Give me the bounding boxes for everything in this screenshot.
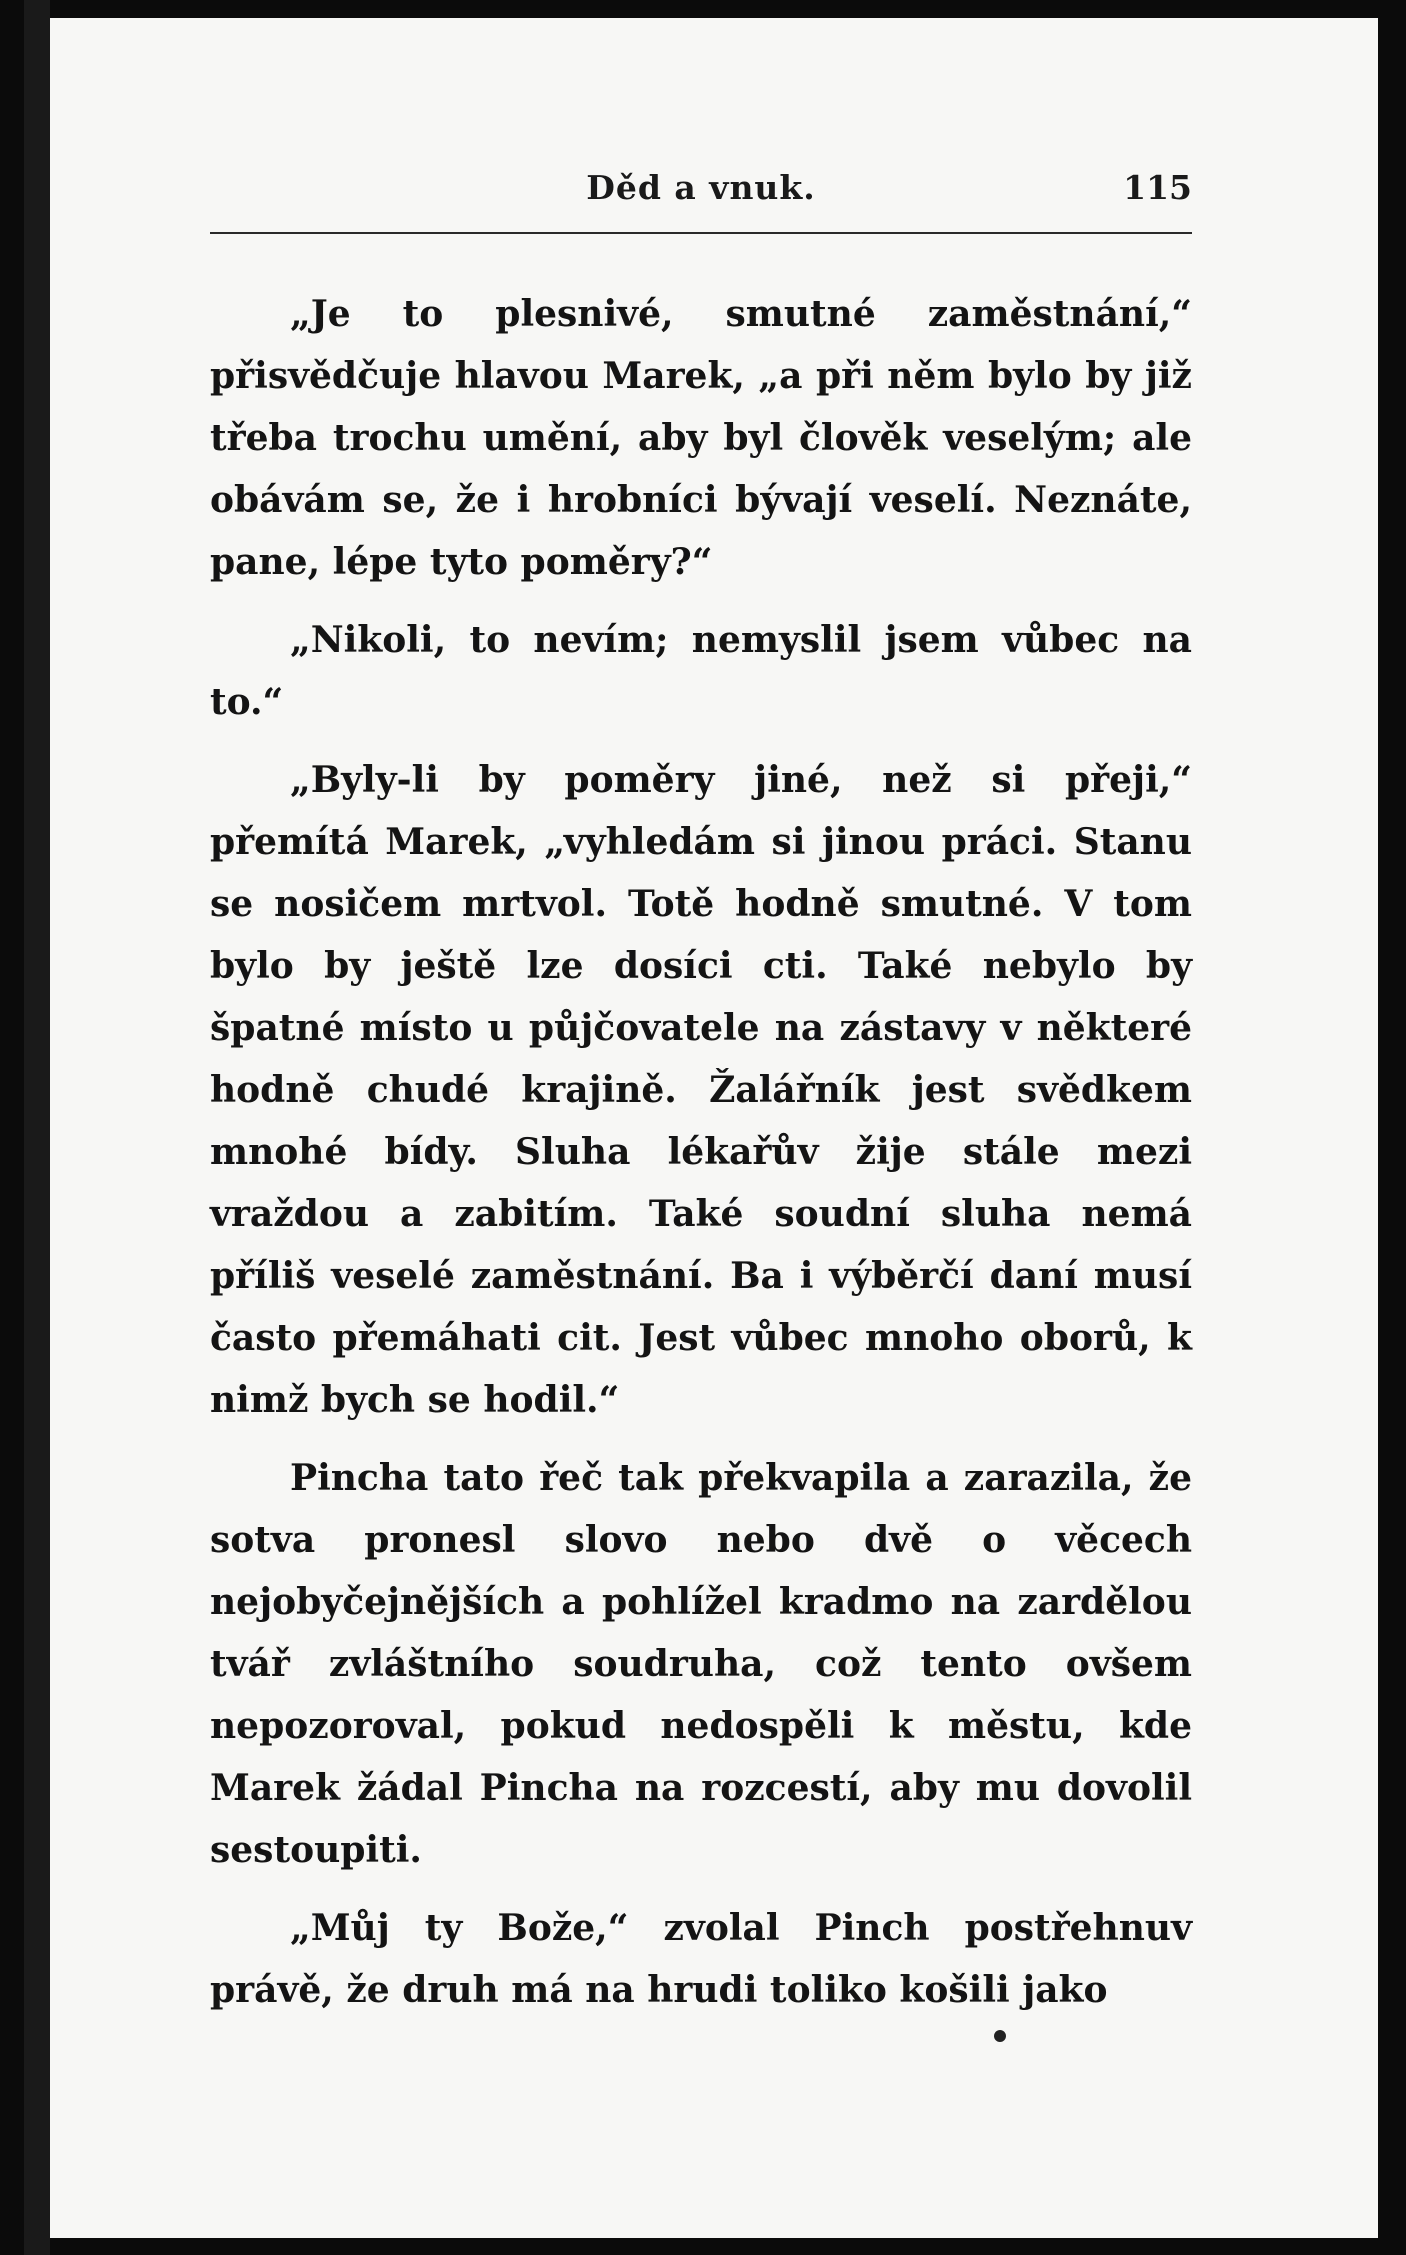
book-spine-edge [24,0,50,2255]
signature-mark [994,2030,1006,2042]
paragraph: „Můj ty Bože,“ zvolal Pinch postřehnuv právě, že druh má na hrudi toliko košili jako [210,1907,1192,2011]
paragraph: „Nikoli, to nevím; nemyslil jsem vůbec na to.“ [210,619,1192,723]
page-header [210,168,1192,224]
page-number: 115 [1123,168,1192,207]
header-rule [210,232,1192,234]
body-text [210,283,1192,2021]
paragraph: „Byly-li by poměry jiné, než si přeji,“ přemítá Marek, „vyhledám si jinou práci. Stanu se nosičem mrtvol. Totě hodně smutné. V tom bylo by ještě lze dosíci cti. Také nebylo by špatné místo u půjčovatele na zástavy v některé hodně chudé krajině. Žalářník jest svědkem mnohé bídy. Sluha lékařův žije stále mezi vraždou a zabitím. Také soudní sluha nemá příliš veselé zaměstnání. Ba i výběrčí daní musí často přemáhati cit. Jest vůbec mnoho oborů, k nimž bych se hodil.“ [210,759,1192,1421]
paragraph: Pincha tato řeč tak překvapila a zarazila, že sotva pronesl slovo nebo dvě o věcech nejobyčejnějších a pohlížel kradmo na zardělou tvář zvláštního soudruha, což tento ovšem nepozoroval, pokud nedospěli k městu, kde Marek žádal Pincha na rozcestí, aby mu dovolil sestoupiti. [210,1457,1192,1871]
running-title: Děd a vnuk. [586,168,816,207]
paragraph: „Je to plesnivé, smutné zaměstnání,“ přisvědčuje hlavou Marek, „a při něm bylo by již třeba trochu umění, aby byl člověk veselým; ale obávám se, že i hrobníci bývají veselí. Neznáte, pane, lépe tyto poměry?“ [210,293,1192,583]
